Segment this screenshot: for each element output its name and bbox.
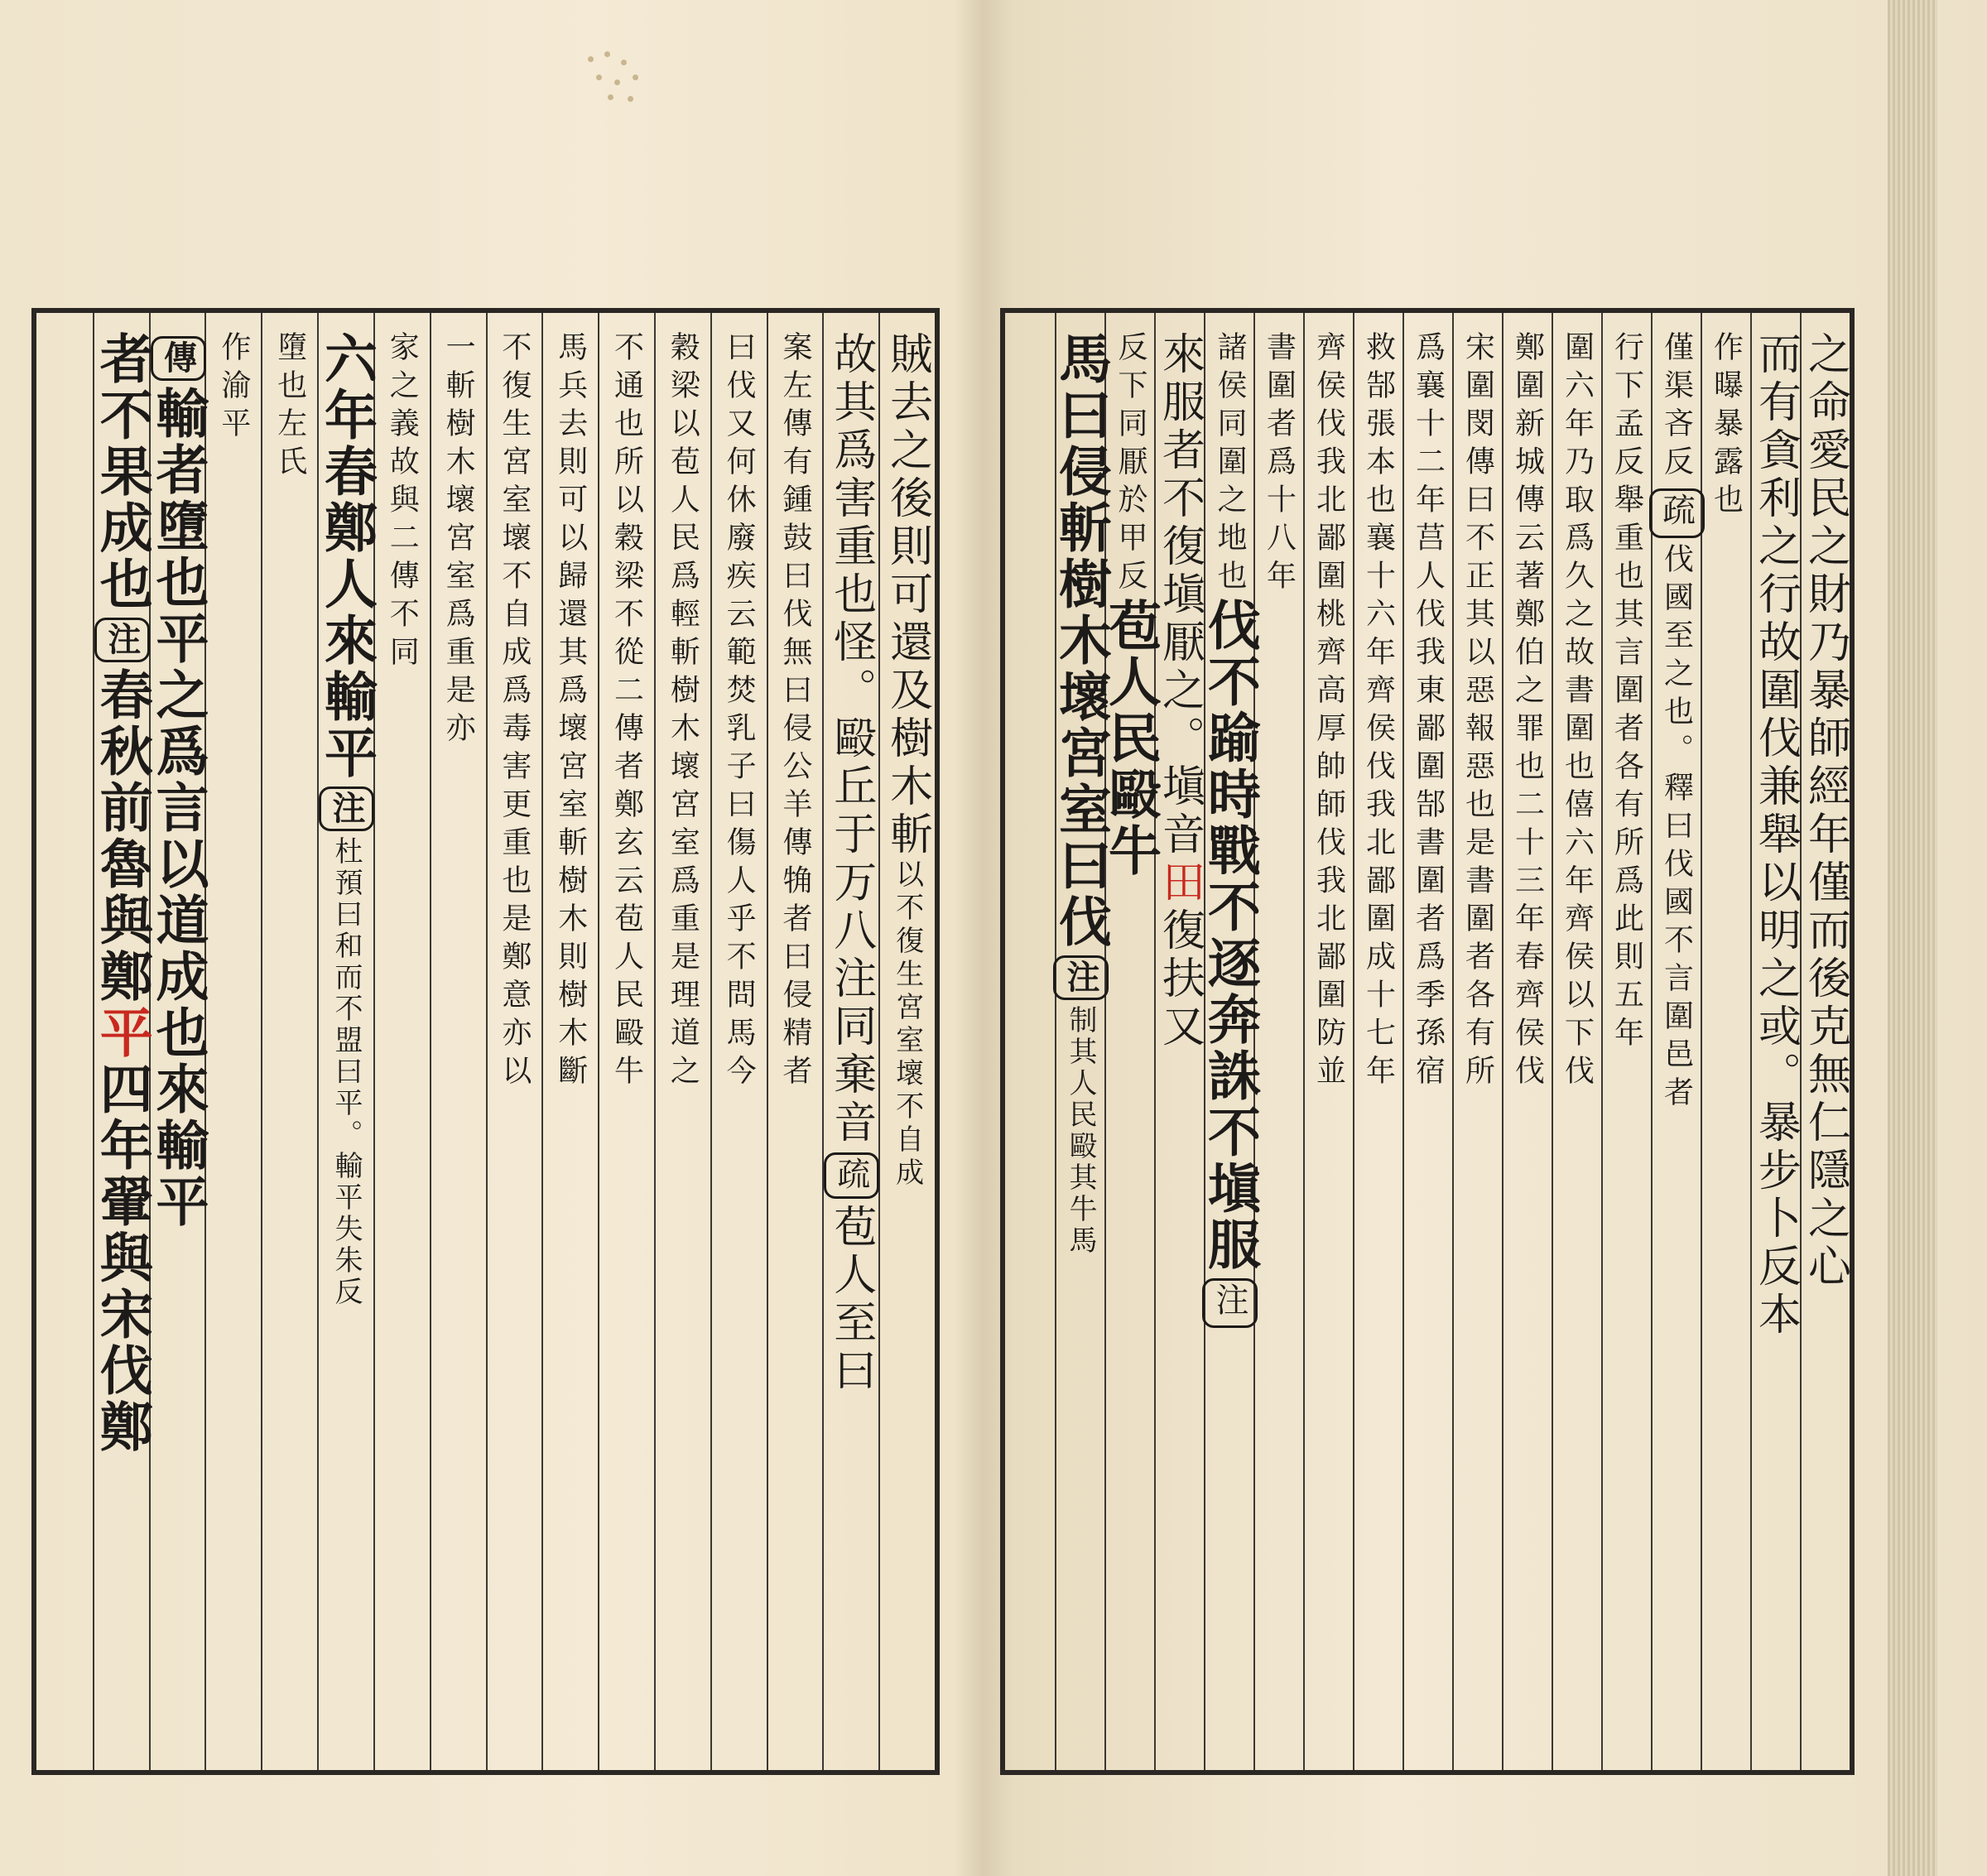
column-text [308, 331, 384, 1308]
text-column [710, 313, 767, 1770]
text-segment: 賊去之後則可還及樹木斬 [882, 331, 932, 859]
text-column [1050, 313, 1112, 1770]
text-segment: 春秋前魯與鄭 [90, 667, 153, 1005]
text-segment: 而有貪利之行故圍伐兼舉以明之或。暴步卜反本 [1750, 331, 1801, 1340]
text-segment: 宋圍閔傳曰不正其以惡報惡也是書圍者各有所 [1460, 331, 1495, 1093]
right-page [985, 0, 1937, 1876]
text-segment: 不通也所以穀梁不從二傳者鄭玄云苞人民毆牛 [609, 331, 644, 1093]
commentary-badge: 疏 [824, 1152, 879, 1199]
text-column [1303, 313, 1353, 1770]
text-column [1353, 313, 1402, 1770]
column-text [606, 331, 648, 1093]
column-text [1308, 331, 1350, 1093]
text-segment: 馬曰侵斬樹木壞宮室曰伐 [1050, 331, 1112, 950]
text-segment: 墮也左氏 [272, 331, 307, 483]
text-column [1199, 313, 1261, 1770]
text-segment: 一斬樹木壞宮室爲重是亦 [441, 331, 476, 750]
text-column [315, 313, 378, 1770]
commentary-badge: 注 [1202, 1278, 1258, 1328]
commentary-badge: 傳 [151, 336, 206, 381]
text-segment: 馬兵去則可以歸還其爲壞宮室斬樹木則樹木斷 [553, 331, 588, 1093]
text-segment: 以不復生宮室壞不自成 [890, 859, 924, 1191]
text-segment: 爲襄十二年莒人伐我東鄙圍郜書圍者爲季孫宿 [1411, 331, 1446, 1093]
column-text [84, 331, 160, 1455]
text-column [654, 313, 710, 1770]
column-text [1556, 331, 1599, 1093]
column-text [381, 331, 423, 674]
text-column [1601, 313, 1651, 1770]
text-segment: 曰伐又何休廢疾云範焚乳子曰傷人乎不問馬今 [722, 331, 757, 1093]
column-text [820, 331, 883, 1396]
left-page-frame [31, 308, 940, 1775]
left-page [0, 0, 985, 1876]
text-segment: 行下孟反 [1609, 331, 1644, 483]
text-segment: 四年翬與宋伐鄭 [90, 1061, 153, 1455]
text-segment: 案左傳有鍾鼓曰伐無曰侵公羊傳觕者曰侵精者 [777, 331, 812, 1093]
right-page-frame [1000, 308, 1855, 1775]
column-text [269, 331, 311, 483]
text-segment: 圍六年乃取爲久之故書圍也僖六年齊侯以下伐 [1560, 331, 1595, 1093]
column-text [1649, 331, 1705, 1114]
page-edge [1888, 0, 1937, 1876]
text-segment: 反下同厭於甲反 [1114, 331, 1147, 598]
text-segment: 齊侯伐我北鄙圍桃齊高厚帥師伐我北鄙圍防並 [1311, 331, 1346, 1093]
text-segment: 諸侯同圍之地也 [1213, 331, 1247, 598]
text-column [1552, 313, 1601, 1770]
text-segment: 鄭圍新城傳云著鄭伯之罪也二十三年春齊侯伐 [1510, 331, 1545, 1093]
column-text [774, 331, 816, 1093]
text-column [1402, 313, 1452, 1770]
text-column [1701, 313, 1750, 1770]
column-text [1507, 331, 1549, 1093]
text-column [1502, 313, 1552, 1770]
text-segment: 伐不踰時戰不逐奔誅不塡服 [1199, 598, 1261, 1273]
text-segment: 書圍者爲十八年 [1262, 331, 1297, 598]
column-text [437, 331, 479, 750]
text-column [90, 313, 153, 1770]
text-column [878, 313, 935, 1770]
text-segment: 不復生宮室壞不自成爲毒害更重也是鄭意亦以 [497, 331, 532, 1093]
text-segment: 救郜張本也襄十六年齊侯伐我北鄙圍成十七年 [1361, 331, 1396, 1093]
text-column [1452, 313, 1502, 1770]
text-column [598, 313, 654, 1770]
commentary-badge: 注 [319, 786, 374, 831]
column-text [1042, 331, 1119, 1257]
red-annotation: 田 [1154, 859, 1205, 907]
text-segment: 家之義故與二傳不同 [385, 331, 420, 674]
column-text [550, 331, 592, 1093]
column-text [1706, 331, 1748, 522]
column-text [1407, 331, 1450, 1093]
text-segment: 僅渠吝反 [1659, 331, 1694, 483]
text-segment: 者不果成也 [90, 331, 153, 613]
commentary-badge: 注 [94, 618, 150, 662]
column-text [1745, 331, 1807, 1340]
red-annotation: 平 [90, 1005, 153, 1061]
column-text [1606, 331, 1648, 1055]
text-segment: 輸者墮也平之爲言以道成也來輸平 [147, 386, 209, 1230]
text-segment: 杜預曰和而不盟曰平。輸平失朱反 [329, 836, 363, 1308]
text-column [767, 313, 823, 1770]
column-text [213, 331, 255, 445]
text-column [261, 313, 317, 1770]
text-segment: 苞人民毆牛 [1099, 598, 1162, 879]
text-segment: 作渝平 [216, 331, 251, 445]
text-segment: 伐國至之也。釋曰伐國不言圍邑者 [1659, 543, 1694, 1114]
text-column [822, 313, 878, 1770]
column-text [493, 331, 536, 1093]
text-segment: 作曝暴露也 [1709, 331, 1744, 522]
column-text [718, 331, 760, 1093]
column-text [1457, 331, 1499, 1093]
text-column [541, 313, 598, 1770]
text-segment: 舉重也其言圍者各有所爲此則五年 [1609, 483, 1644, 1055]
text-segment: 故其爲害重也怪。毆丘于万八注同棄音 [825, 331, 876, 1147]
text-segment: 之命愛民之財乃暴師經年僅而後克無仁隱之心 [1800, 331, 1850, 1292]
text-segment: 苞人至曰 [825, 1204, 876, 1396]
column-text [662, 331, 704, 1093]
text-column [430, 313, 486, 1770]
text-segment: 穀梁以苞人民爲輕斬樹木壞宮室爲重是理道之 [666, 331, 700, 1093]
text-column [1651, 313, 1701, 1770]
commentary-badge: 疏 [1649, 488, 1705, 538]
text-column [1800, 313, 1850, 1770]
commentary-badge: 注 [1053, 955, 1109, 1000]
text-segment: 六年春鄭人來輸平 [315, 331, 378, 782]
text-segment: 復扶又 [1154, 907, 1205, 1051]
text-column [486, 313, 542, 1770]
text-column [1750, 313, 1800, 1770]
column-text [877, 331, 939, 1191]
column-text [1358, 331, 1400, 1093]
text-segment: 來服者不復塡厭之。塡音 [1154, 331, 1205, 859]
text-segment: 制其人民毆其牛馬 [1064, 1005, 1097, 1257]
